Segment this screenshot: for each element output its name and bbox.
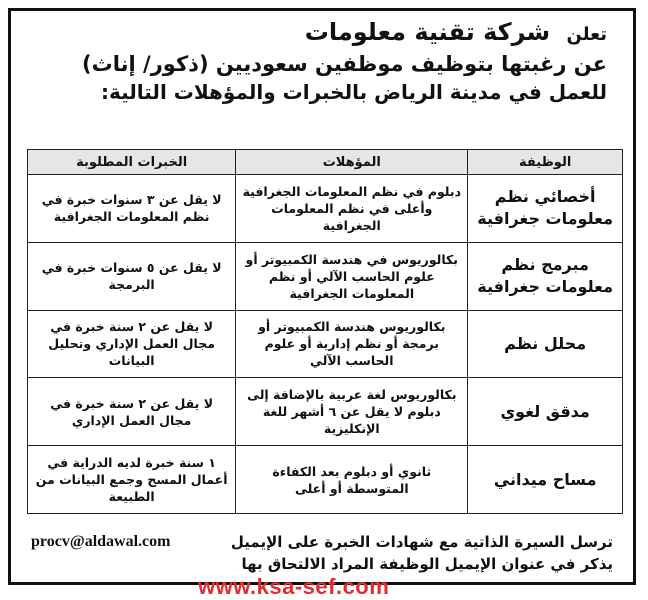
job-title: مبرمج نظم معلومات جغرافية <box>468 242 623 310</box>
job-title: محلل نظم <box>468 310 623 378</box>
job-experience: ١ سنة خبرة لديه الدراية في أعمال المسح وجمع البيانات من الطبيعة <box>28 446 236 514</box>
job-experience: لا يقل عن ٢ سنة خبرة في مجال العمل الإداري <box>28 378 236 446</box>
ad-header <box>11 17 633 106</box>
job-qualifications: بكالوريوس لغة عربية بالإضافة إلى دبلوم لا يقل عن ٦ أشهر للغة الإنكليزية <box>236 378 468 446</box>
footer-instructions: ترسل السيرة الذاتية مع شهادات الخبرة على الإيميل <box>230 533 613 551</box>
contact-email[interactable]: procv@aldawal.com <box>31 533 171 550</box>
table-row <box>28 446 623 514</box>
location-line: للعمل في مدينة الرياض بالخبرات والمؤهلات التالية: <box>100 80 607 104</box>
header-qualifications: المؤهلات <box>236 150 468 175</box>
footer-line-1 <box>31 531 613 553</box>
header-job: الوظيفة <box>468 150 623 175</box>
job-qualifications: ثانوي أو دبلوم بعد الكفاءة المتوسطة أو أعلى <box>236 446 468 514</box>
job-experience: لا يقل عن ٢ سنة خبرة في مجال العمل الإداري وتحليل البيانات <box>28 310 236 378</box>
job-experience: لا يقل عن ٣ سنوات خبرة في نظم المعلومات الجغرافية <box>28 175 236 243</box>
job-title: أخصائي نظم معلومات جغرافية <box>468 175 623 243</box>
table-row <box>28 378 623 446</box>
ad-footer <box>11 531 633 575</box>
announce-word: تعلن <box>566 24 607 45</box>
job-title: مدقق لغوي <box>468 378 623 446</box>
footer-line-2: يذكر في عنوان الإيميل الوظيفة المراد الالتحاق بها <box>241 555 613 573</box>
jobs-table <box>27 149 623 514</box>
job-title: مساح ميداني <box>468 446 623 514</box>
hiring-line: عن رغبتها بتوظيف موظفين سعوديين (ذكور/ إناث) <box>82 52 607 76</box>
job-qualifications: بكالوريوس في هندسة الكمبيوتر أو علوم الحاسب الآلي أو نظم المعلومات الجغرافية <box>236 242 468 310</box>
headline <box>37 17 607 50</box>
table-row <box>28 175 623 243</box>
job-experience: لا يقل عن ٥ سنوات خبرة في البرمجة <box>28 242 236 310</box>
table-row <box>28 242 623 310</box>
header-experience: الخبرات المطلوبة <box>28 150 236 175</box>
ad-frame <box>8 8 636 585</box>
job-qualifications: دبلوم في نظم المعلومات الجغرافية وأعلى في نظم المعلومات الجغرافية <box>236 175 468 243</box>
watermark-text: www.ksa-sef.com <box>198 574 390 599</box>
company-name: شركة تقنية معلومات <box>304 18 551 46</box>
job-qualifications: بكالوريوس هندسة الكمبيوتر أو برمجة أو نظم إدارية أو علوم الحاسب الآلي <box>236 310 468 378</box>
table-row <box>28 310 623 378</box>
table-header-row <box>28 150 623 175</box>
